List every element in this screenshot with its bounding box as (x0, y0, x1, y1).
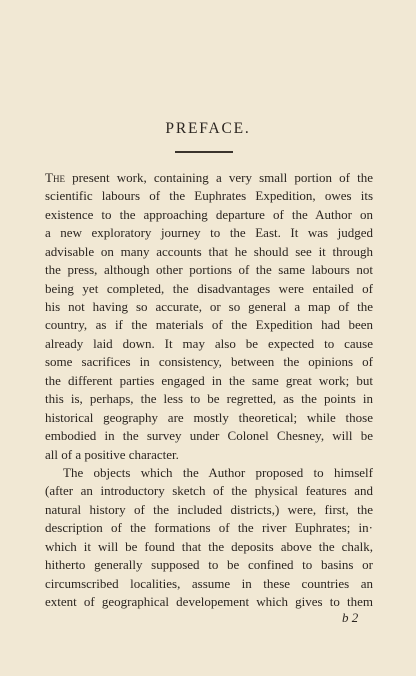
text-line: historical geography are mostly theoretical; while those (45, 409, 373, 425)
text-line: all of a positive character. (45, 446, 179, 462)
title-rule (175, 151, 233, 153)
text-line: the different parties engaged in the same great work; but (45, 372, 373, 388)
text-line: some sacrifices in consistency, between the opinions of (45, 354, 373, 370)
text-line: a new exploratory journey to the East. It was judged (45, 225, 373, 241)
text-line: which it will be found that the deposits above the chalk, (45, 538, 373, 554)
text-line: circumscribed localities, assume in these countries an (45, 575, 373, 591)
text-line: embodied in the survey under Colonel Chesney, will be (45, 428, 373, 444)
text-line: his not having so accurate, or so general a map of the (45, 299, 373, 315)
drop-word: The (45, 170, 65, 185)
text-line: being yet completed, the disadvantages were entailed of (45, 280, 373, 296)
text-line: existence to the approaching departure of the Author on (45, 206, 373, 222)
text-line: this is, perhaps, the less to be regretted, as the points in (45, 391, 373, 407)
text-line: advisable on many accounts that he should see it through (45, 243, 373, 259)
signature-mark: b 2 (342, 610, 359, 625)
text-line: (after an introductory sketch of the physical features and (45, 483, 373, 499)
text-line: description of the formations of the river Euphrates; in· (45, 520, 373, 536)
text-line: extent of geographical developement which gives to them (45, 594, 373, 609)
text-line: the press, although other portions of the same labours not (45, 262, 373, 278)
text-line: hitherto generally supposed to be confined to basins or (45, 557, 373, 573)
text-line: The objects which the Author proposed to himself (63, 464, 373, 480)
text-line: The present work, containing a very small portion of the (45, 170, 373, 185)
text-line: already laid down. It may also be expected to cause (45, 335, 373, 351)
page-title: PREFACE. (165, 120, 251, 137)
text-line: natural history of the included districts,) were, first, the (45, 501, 373, 517)
text-line: scientific labours of the Euphrates Expedition, owes its (45, 188, 373, 204)
text-line: country, as if the materials of the Expedition had been (45, 317, 373, 333)
